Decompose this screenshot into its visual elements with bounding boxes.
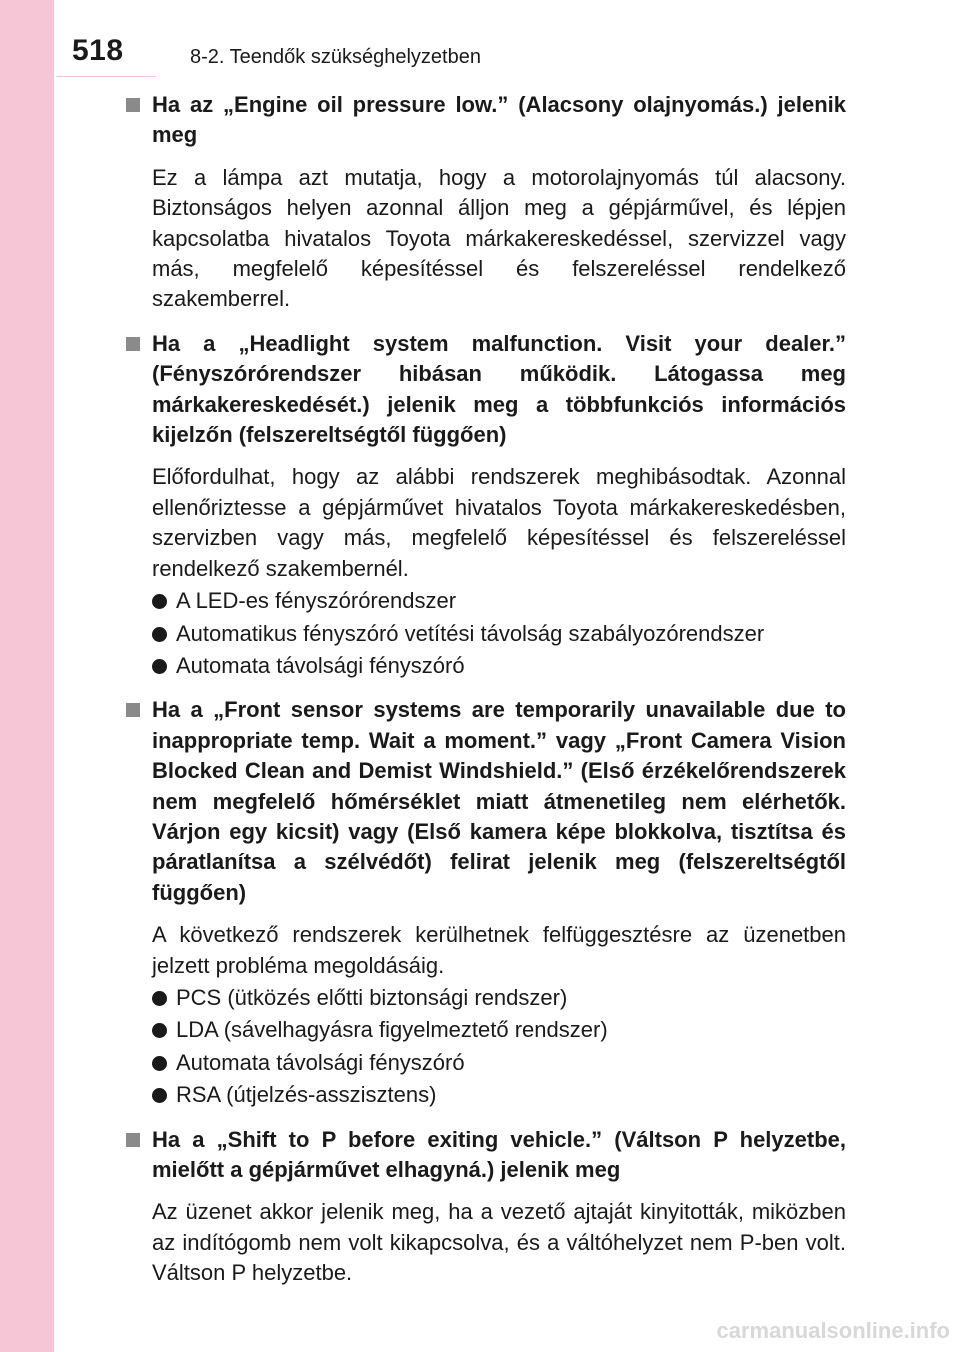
round-bullet-icon (152, 991, 167, 1006)
page-content (124, 90, 846, 1303)
section-title: 8-2. Teendők szükséghelyzetben (190, 46, 481, 68)
body-paragraph: Előfordulhat, hogy az alábbi rendszerek meghibásodtak. Azonnal ellenőriztesse a gépjárművet hivatalos Toyota márkakereskedésben, szervizben vagy más, megfelelő képesítéssel és felszereléssel rendelkező szakembernél. (152, 464, 846, 581)
round-bullet-icon (152, 627, 167, 642)
round-bullet-icon (152, 594, 167, 609)
round-bullet-icon (152, 659, 167, 674)
round-bullet-icon (152, 1023, 167, 1038)
header-divider (56, 76, 156, 77)
section-heading: Ha a „Shift to P before exiting vehicle.” (Váltson P helyzetbe, mielőtt a gépjárművet elhagyná.) jelenik meg (124, 1125, 846, 1186)
list-item: Automata távolsági fényszóró (152, 651, 846, 681)
list-item: PCS (ütközés előtti biztonsági rendszer) (152, 983, 846, 1013)
list-item: LDA (sávelhagyásra figyelmeztető rendszer) (152, 1015, 846, 1045)
section-oil-pressure (124, 90, 846, 315)
page-number: 518 (72, 34, 124, 67)
square-bullet-icon (126, 98, 140, 112)
body-paragraph: Ez a lámpa azt mutatja, hogy a motorolajnyomás túl alacsony. Biztonságos helyen azonnal álljon meg a gépjárművel, és lépjen kapcsolatba hivatalos Toyota márkakereskedéssel, szervizzel vagy más, megfelelő képesítéssel és felszereléssel rendelkező szakemberrel. (152, 164, 846, 312)
round-bullet-icon (152, 1088, 167, 1103)
body-paragraph: A következő rendszerek kerülhetnek felfüggesztésre az üzenetben jelzett probléma megoldásáig. (152, 922, 846, 978)
list-item: RSA (útjelzés-asszisztens) (152, 1080, 846, 1110)
round-bullet-icon (152, 1056, 167, 1071)
section-heading: Ha a „Front sensor systems are temporarily unavailable due to inappropriate temp. Wait a moment.” vagy „Front Camera Vision Blocked Clean and Demist Windshield.” (Első érzékelőrendszerek nem megfelelő hőmérséklet miatt átmenetileg nem elérhetők. Várjon egy kicsit) vagy (Első kamera képe blokkolva, tisztítsa és páratlanítsa a szélvédőt) felirat jelenik meg (felszereltségtől függően) (124, 695, 846, 908)
list-item: A LED-es fényszórórendszer (152, 586, 846, 616)
list-item: Automata távolsági fényszóró (152, 1048, 846, 1078)
bullet-list (124, 983, 846, 1111)
section-heading: Ha az „Engine oil pressure low.” (Alacsony olajnyomás.) jelenik meg (124, 90, 846, 151)
section-shift-to-p (124, 1125, 846, 1289)
section-heading: Ha a „Headlight system malfunction. Visit your dealer.” (Fényszórórendszer hibásan működik. Látogassa meg márkakereskedését.) jelenik meg a többfunkciós információs kijelzőn (felszereltségtől függően) (124, 329, 846, 451)
square-bullet-icon (126, 703, 140, 717)
square-bullet-icon (126, 1133, 140, 1147)
list-item: Automatikus fényszóró vetítési távolság szabályozórendszer (152, 619, 846, 649)
section-headlight-system (124, 329, 846, 681)
bullet-list (124, 586, 846, 681)
watermark: carmanualsonline.info (716, 1318, 950, 1343)
side-color-strip (0, 0, 54, 1352)
body-paragraph: Az üzenet akkor jelenik meg, ha a vezető ajtaját kinyitották, miközben az indítógomb nem volt kikapcsolva, és a váltóhelyzet nem P-ben volt. Váltson P helyzetbe. (152, 1199, 846, 1286)
square-bullet-icon (126, 337, 140, 351)
section-front-sensor (124, 695, 846, 1110)
